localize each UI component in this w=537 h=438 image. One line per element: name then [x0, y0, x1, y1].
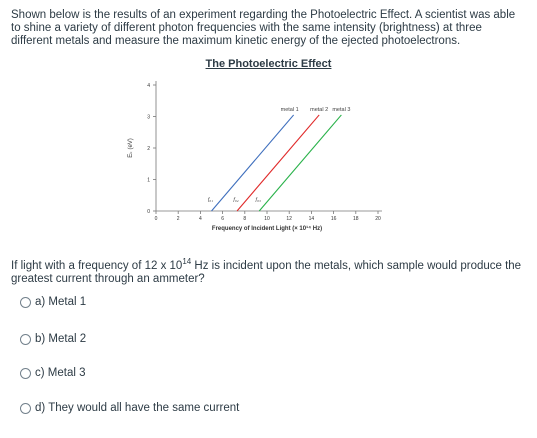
series-label-3: metal 3	[332, 106, 351, 113]
option-all-same[interactable]	[20, 402, 239, 414]
x-tick-label: 2	[176, 216, 180, 222]
option-metal-2[interactable]	[20, 333, 86, 345]
x-tick-label: 6	[221, 216, 224, 222]
x-axis-label: Frequency of Incident Light (× 10¹⁴ Hz)	[211, 226, 323, 232]
y-tick-label: 1	[147, 177, 150, 184]
y-tick-label: 4	[147, 83, 150, 89]
threshold-label-2: f₀₂	[233, 196, 239, 203]
x-tick-label: 18	[353, 216, 359, 222]
y-axis-label: Eₖ (eV)	[128, 138, 134, 158]
option-metal-1[interactable]	[20, 296, 86, 308]
x-tick-label: 4	[199, 216, 202, 222]
option-label: a) Metal 1	[35, 296, 87, 308]
series-label-2: metal 2	[310, 106, 329, 113]
option-label: c) Metal 3	[35, 367, 86, 379]
y-tick-label: 3	[147, 114, 150, 121]
series-line-2	[237, 115, 319, 211]
chart-title: The Photoelectric Effect	[205, 58, 332, 70]
x-tick-label: 14	[308, 216, 315, 222]
radio-button[interactable]	[20, 368, 31, 379]
series-line-3	[259, 115, 341, 211]
question-suffix: Hz is incident upon the metals, which sample would produce the greatest current through an ammeter?	[11, 259, 522, 285]
x-tick-label: 16	[330, 216, 337, 222]
option-metal-3[interactable]	[20, 367, 86, 379]
question-exponent: 14	[182, 257, 192, 266]
x-tick-label: 10	[264, 216, 270, 222]
option-label: d) They would all have the same current	[35, 402, 240, 414]
x-tick-label: 8	[243, 216, 247, 222]
x-tick-label: 0	[154, 216, 158, 222]
radio-button[interactable]	[20, 403, 31, 414]
intro-text: Shown below is the results of an experiment regarding the Photoelectric Effect. A scientist was able to shine a variety of different photon frequencies with the same intensity (brightness) at three different metals and measure the maximum kinetic energy of the ejected photoelectrons.	[11, 9, 516, 47]
radio-button[interactable]	[20, 334, 31, 345]
x-tick-label: 20	[375, 216, 381, 222]
photoelectric-chart	[110, 73, 410, 243]
threshold-label-3: f₀₃	[255, 196, 261, 203]
y-tick-label: 0	[147, 209, 150, 215]
radio-button[interactable]	[20, 297, 31, 308]
option-label: b) Metal 2	[35, 333, 87, 345]
x-tick-label: 12	[286, 216, 292, 222]
question-text	[11, 255, 526, 286]
question-prefix: If light with a frequency of 12 x 10	[11, 259, 183, 272]
y-tick-label: 2	[147, 146, 150, 152]
threshold-label-1: f₀₁	[207, 196, 214, 203]
series-line-1	[212, 115, 294, 211]
series-label-1: metal 1	[280, 106, 299, 113]
